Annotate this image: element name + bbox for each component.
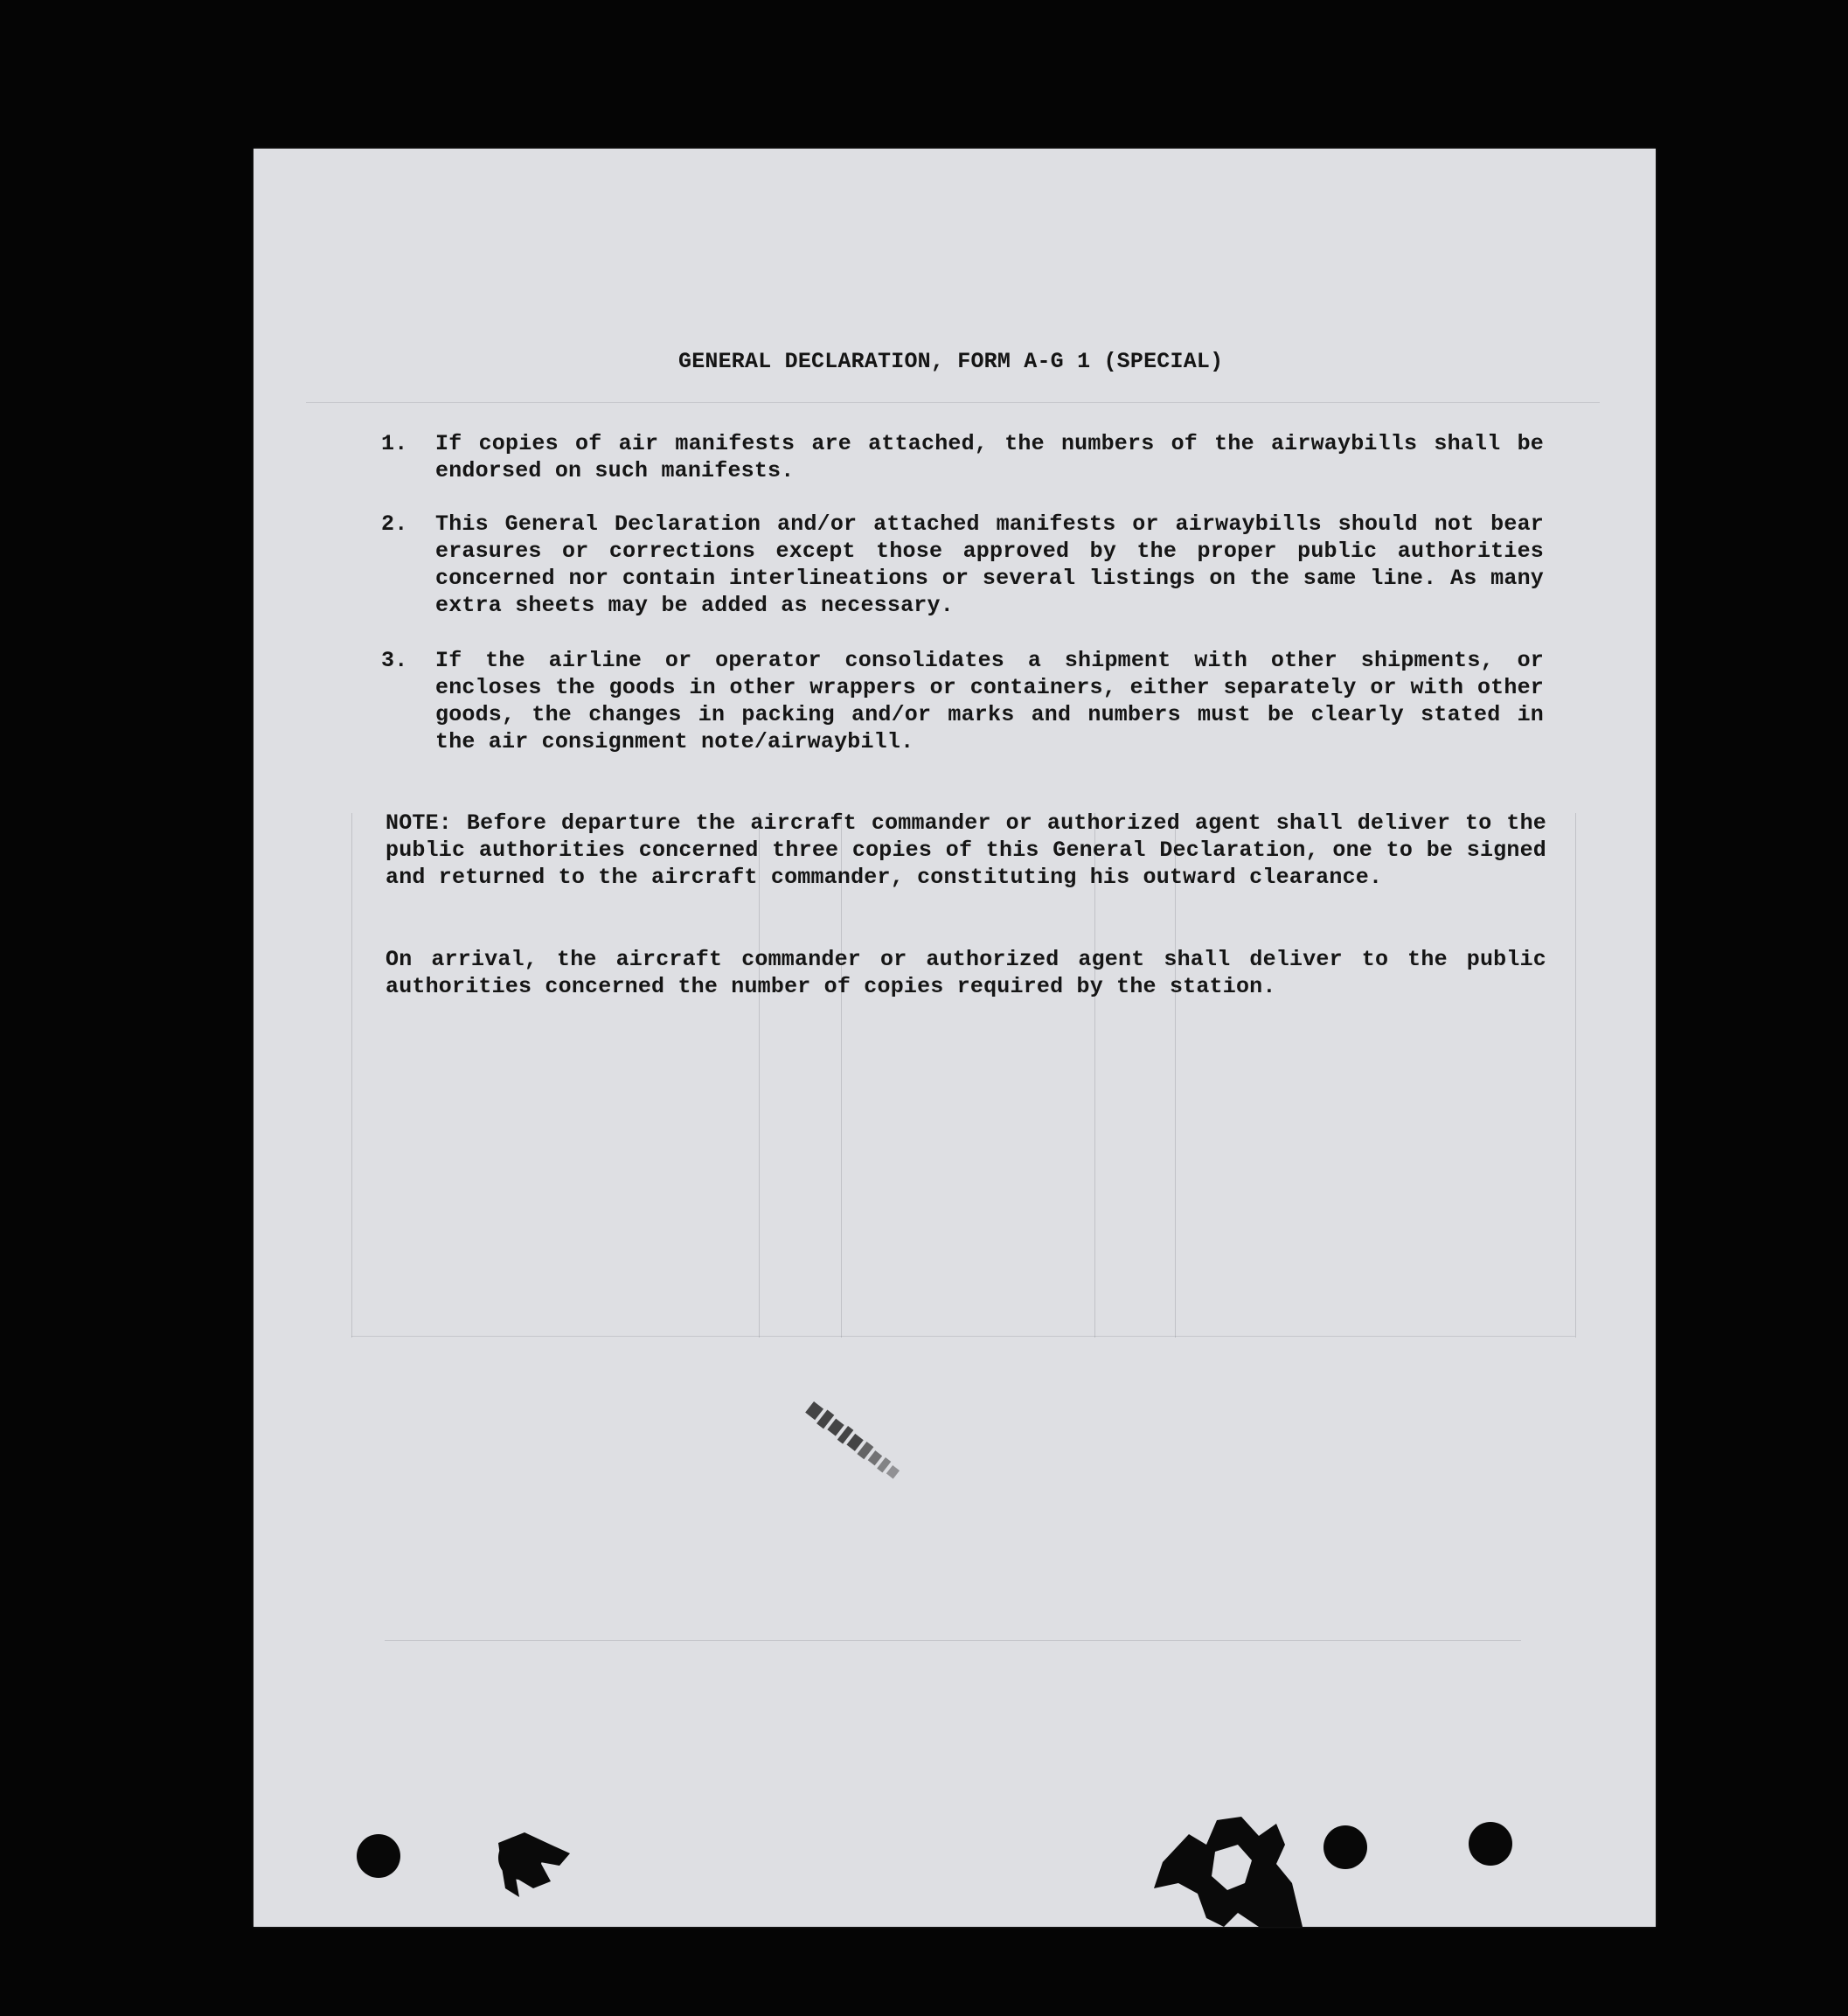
ghost-rule bbox=[1094, 813, 1095, 1338]
ghost-rule bbox=[759, 813, 760, 1338]
ghost-rule bbox=[1575, 813, 1576, 1338]
note-paragraph: NOTE: Before departure the aircraft commander or authorized agent shall deliver to the public authorities concerned three copies of this General Declaration, one to be signed and returned to the aircraft commander, constituting his outward clearance. bbox=[386, 810, 1546, 890]
item-number: 3. bbox=[381, 648, 408, 673]
ghost-rule bbox=[841, 813, 842, 1338]
ghost-rule bbox=[306, 402, 1600, 403]
punch-hole-icon bbox=[1323, 1825, 1367, 1869]
arrival-paragraph: On arrival, the aircraft commander or authorized agent shall deliver to the public authorities concerned the number of copies required by the station. bbox=[386, 947, 1546, 999]
ghost-rule bbox=[351, 813, 352, 1338]
punch-hole-icon bbox=[357, 1834, 400, 1878]
stamp-mark bbox=[798, 1394, 920, 1498]
item-number: 2. bbox=[381, 511, 408, 537]
item-text: If the airline or operator consolidates a shipment with other shipments, or encloses the goods in other wrappers or containers, either separately or with other goods, the changes in packing and/or marks and numbers must be clearly stated in the air consignment note/airwaybill. bbox=[435, 648, 1544, 754]
ghost-rule bbox=[351, 1336, 1575, 1337]
item-text: This General Declaration and/or attached manifests or airwaybills should not bear erasures or corrections except those approved by the proper public authorities concerned nor contain interlineations or several listings on the same line. As many extra sheets may be added as necessary. bbox=[435, 511, 1544, 618]
punch-hole-icon bbox=[1469, 1822, 1512, 1866]
document-page bbox=[254, 149, 1656, 1927]
torn-edge-icon bbox=[490, 1827, 586, 1915]
ghost-rule bbox=[1175, 813, 1176, 1338]
item-text: If copies of air manifests are attached, the numbers of the airwaybills shall be endorsed on such manifests. bbox=[435, 431, 1544, 483]
form-title: GENERAL DECLARATION, FORM A-G 1 (SPECIAL) bbox=[678, 349, 1224, 374]
item-number: 1. bbox=[381, 431, 408, 456]
ghost-rule bbox=[385, 1640, 1521, 1641]
torn-edge-icon bbox=[1154, 1810, 1320, 1927]
